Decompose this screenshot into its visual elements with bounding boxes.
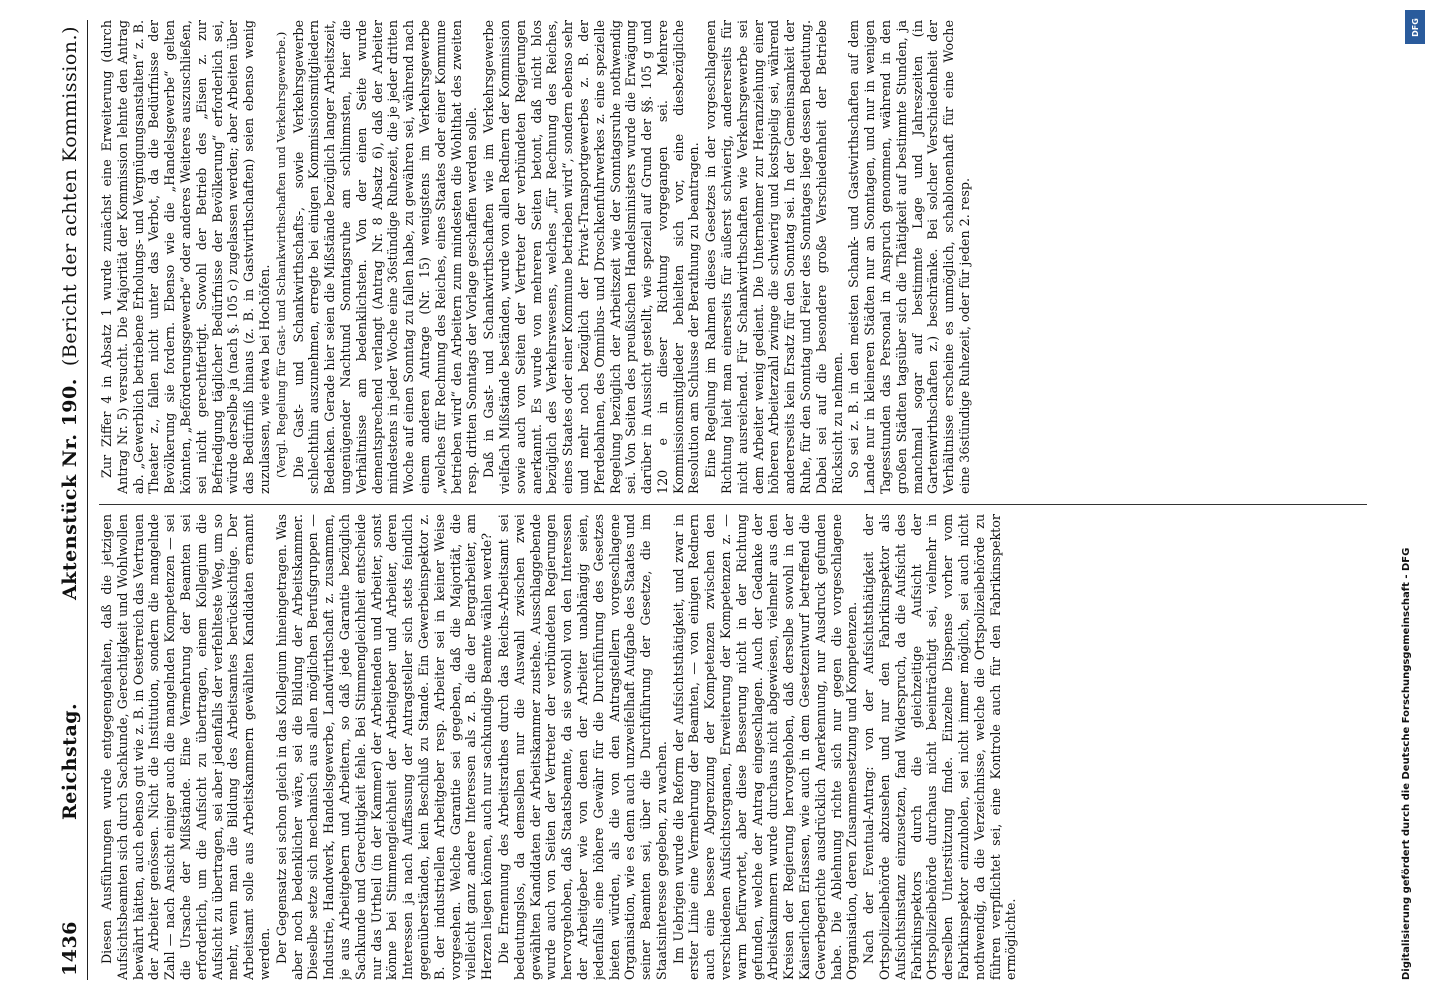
column-divider bbox=[99, 504, 1367, 505]
dfg-logo bbox=[1405, 10, 1425, 44]
paragraph: Die Ernennung des Arbeitsrathes durch das Reichs-Arbeitsamt sei bedeutungslos, da demselben nur die Auswahl zwischen zwei gewählten Kandidaten der Arbeitskammer zustehe. Ausschlaggebende wurde auch von Seiten der Vertreter der verbündeten Regierungen hervorgehoben, daß Staatsbeamte, da sie sowohl von den Interessen der Arbeitgeber wie von denen der Arbeiter unabhängig seien, jedenfalls eine höhere Gewähr für die Durchführung des Gesetzes bieten würden, als die von den Antragstellern vorgeschlagene Organisation, wie es denn auch unzweifelhaft Aufgabe des Staates und seiner Beamten sei, über die Durchführung der Gesetze, die im Staatsinteresse gegeben, zu wachen. bbox=[495, 514, 669, 980]
credit-text: Digitalisierung gefördert durch die Deutsche Forschungsgemeinschaft - DFG bbox=[1401, 547, 1412, 980]
paragraph: Die Gast- und Schankwirthschafts-, sowie Verkehrsgewerbe schlechthin auszunehmen, erregte bei einigen Kommissionsmitgliedern Bedenken. Gerade hier seien die Mißstände bezüglich langer Arbeitszeit, ungenügender Nachtund Sonntagsruhe am schlimmsten, hier die Verhältnisse am bedenklichsten. Von der einen Seite wurde dementsprechend verlangt (Antrag Nr. 8 Absatz 6), daß der Arbeiter mindestens in jeder Woche eine 36stündige Ruhezeit, die je jeder dritten Woche auf einen Sonntag zu fallen habe, zu gewähren sei, während nach einem anderen Antrage (Nr. 15) wenigstens im Verkehrsgewerbe „welches für Rechnung des Reiches, eines Staates oder einer Kommune betrieben wird“ den Arbeitern zum mindesten die Wohlthat des zweiten resp. dritten Sonntags der Vorlage geschaffen werden solle. bbox=[290, 20, 480, 494]
paragraph: Diesen Ausführungen wurde entgegengehalten, daß die jetzigen Aufsichtsbeamten sich durch Sachkunde, Gerechtigkeit und Wohlwollen bewährt hätten, auch ebenso gut wie z. B. in Oesterreich das Vertrauen der Arbeiter genössen. Nicht die Institution, sondern die mangelnde Zahl — nach Ansicht einiger auch die mangelnden Kompetenzen — sei die Ursache der Mißstände. Eine Vermehrung der Beamten sei erforderlich, um die Aufsicht zu übertragen, einem Kollegium die Aufsicht zu übertragen, sei aber jedenfalls der verfehlteste Weg, um so mehr, wenn man die Bildung des Arbeitsamtes berücksichtige. Der Arbeitsamt solle aus Arbeitskammern gewählten Kandidaten ernannt werden. bbox=[99, 514, 272, 980]
dfg-logo-text: DFG bbox=[1410, 17, 1420, 37]
paragraph: Der Gegensatz sei schon gleich in das Kollegium hineingetragen. Was aber noch bedenklicher wäre, sei die Bildung der Arbeitskammer. Dieselbe setze sich mechanisch aus allen möglichen Berufsgruppen — Industrie, Handwerk, Handelsgewerbe, Landwirthschaft z. zusammen, je aus Arbeitgebern und Arbeitern, so daß jede Garantie bezüglich Sachkunde und Gerechtigkeit fehle. Bei Stimmengleichheit entscheide nur das Urtheil (in der Kammer) der Arbeitenden und Arbeiter, sonst könne bei Stimmengleichheit der Arbeitgeber und Arbeiter, deren Interessen ja nach Auffassung der Antragsteller sich stets feindlich gegenüberständen, kein Beschluß zu Stande. Ein Gewerbeinspektor z. B. der industriellen Arbeitgeber resp. Arbeiter sei in keiner Weise vorgesehen. Welche Garantie sei gegeben, daß die Majorität, die vielleicht ganz andere Interessen als z. B. die der Bergarbeiter, am Herzen liegen können, auch nur sachkundige Beamte wählen werde? bbox=[273, 514, 495, 980]
digitization-credit bbox=[1388, 17, 1428, 980]
page-number: 1436 bbox=[59, 921, 81, 976]
paragraph: Nach der Eventual-Antrag: von der Aufsichtsthätigkeit der Ortspolizeibehörde abzusehen und nur den Fabrikinspektor als Aufsichtsinstanz einzusetzen, fand Widerspruch, da die Aufsicht des Fabrikinspektors durch die gleichzeitige Aufsicht der Ortspolizeibehörde durchaus nicht beeinträchtigt sei, vielmehr in derselben Unterstützung finde. Einzelne Dispense vorher vom Fabrikinspektor einzuholen, sei nicht immer möglich, sei auch nicht nothwendig, da die Verzeichnisse, welche die Ortspolizeibehörde zu führen verpflichtet sei, eine Kontrole auch für den Fabrikinspektor ermöglichte. bbox=[861, 514, 1019, 980]
header-left: Reichstag. bbox=[59, 702, 81, 820]
paragraph: Daß in Gast- und Schankwirthschaften wie im Verkehrsgewerbe vielfach Mißstände beständen, wurde von allen Rednern der Kommission sowie auch von Seiten der Vertreter der verbündeten Regierungen anerkannt. Es wurde von mehreren Seiten betont, daß nicht blos bezüglich des Verkehrswesens, welches „für Rechnung des Reiches, eines Staates oder einer Kommune betrieben wird“, sondern ebenso sehr und mehr noch bezüglich der Privat-Transportgewerbes z. B. der Pferdebahnen, des Omnibus- und Droschkenfuhrwerkes z. eine spezielle Regelung bezüglich der Arbeitszeit wie der Sonntagsruhe nothwendig sei. Von Seiten des preußischen Handelsministers wurde die Erwägung darüber in Aussicht gestellt, wie speziell auf Grund der §§. 105 g und 120 e in dieser Richtung vorgegangen sei. Mehrere Kommissionsmitglieder behielten sich vor, eine diesbezügliche Resolution am Schlusse der Berathung zu beantragen. bbox=[481, 20, 702, 494]
header-center: Aktenstück Nr. 190. bbox=[59, 378, 81, 600]
section-note: (Vergl. Regelung für Gast- und Schankwirthschaften und Verkehrsgewerbe.) bbox=[273, 31, 288, 478]
paragraph: Eine Regelung im Rahmen dieses Gesetzes in der vorgeschlagenen Richtung hielt man einerseits für äußerst schwierig, andererseits für nicht ausreichend. Für Schankwirthschaften wie Verkehrsgewerbe sei dem Arbeiter wenig gedient. Die Unternehmer zur Heranziehung einer höheren Arbeiterzahl zwinge die schwierig und kostspielig sei, während andererseits kein Ersatz für den Sonntag sei. In der Gemeinsamkeit der Ruhe, für den Sonntag und Feier des Sonntages liege dessen Bedeutung. Dabei sei auf die besondere große Verschiedenheit der Betriebe Rücksicht zu nehmen. bbox=[703, 20, 845, 494]
paragraph: So sei z. B. in den meisten Schank- und Gastwirthschaften auf dem Lande nur in kleineren Städten nur an Sonntagen, und nur in wenigen Tagesstunden das Personal in Anspruch genommen, während in den großen Städten tagsüber sich die Thätigkeit auf bestimmte Stunden, ja manchmal sogar auf bestimmte Lage und Jahreszeiten (in Gartenwirthschaften z.) beschränke. Bei solcher Verschiedenheit der Verhältnisse erscheine es unmöglich, schablonenhaft für eine Woche eine 36stündige Ruhezeit, oder für jeden 2. resp. bbox=[846, 20, 973, 494]
paragraph: Zur Ziffer 4 in Absatz 1 wurde zunächst eine Erweiterung (durch Antrag Nr. 5) versucht. Die Majorität der Kommission lehnte den Antrag ab. „Gewerblich betriebene Erholungs- und Vergnügungsanstalten“ z. B. Theater z., fallen nicht unter das Verbot, da die Bedürfnisse der Bevölkerung sie fordern. Ebenso wie die „Handelsgewerbe“ gelten könnten, „Beförderungsgewerbe“ oder anderes Weiteres auszuschließen, sei nicht gerechtfertigt. Sowohl der Betrieb des „Eisen z. zur Befriedigung täglicher Bedürfnisse der Bevölkerung“ erforderlich sei, würde derselbe ja (nach §. 105 c) zugelassen werden; aber Arbeiten über das Bedürfniß hinaus (z. B. in Gastwirthschaften) seien ebenso wenig zuzulassen, wie etwa bei Hochöfen. bbox=[99, 20, 272, 494]
header-right: (Bericht der achten Kommission.) bbox=[59, 26, 81, 367]
paragraph: Im Uebrigen wurde die Reform der Aufsichtsthätigkeit, und zwar in erster Linie eine Vermehrung der Beamten, — von einigen Rednern auch eine bessere Abgrenzung der Kompetenzen zwischen den verschiedenen Aufsichtsorganen, Erweiterung der Kompetenzen z. — warm befürwortet, aber diese Besserung nicht in der Richtung gefunden, welche der Antrag eingeschlagen. Auch der Gedanke der Arbeitskammern wurde durchaus nicht abgewiesen, vielmehr aus den Kreisen der Regierung hervorgehoben, daß derselbe sowohl in der Kaiserlichen Erlassen, wie auch in dem Gesetzentwurf betreffend die Gewerbegerichte ausdrücklich Anerkennung, nur Ausdruck gefunden habe. Die Ablehnung richte sich nur gegen die vorgeschlagene Organisation, deren Zusammensetzung und Kompetenzen. bbox=[670, 514, 860, 980]
scanned-page bbox=[35, 0, 1397, 1000]
text-column-left bbox=[99, 514, 1373, 980]
text-column-right bbox=[99, 20, 1373, 494]
page-header bbox=[53, 20, 88, 980]
